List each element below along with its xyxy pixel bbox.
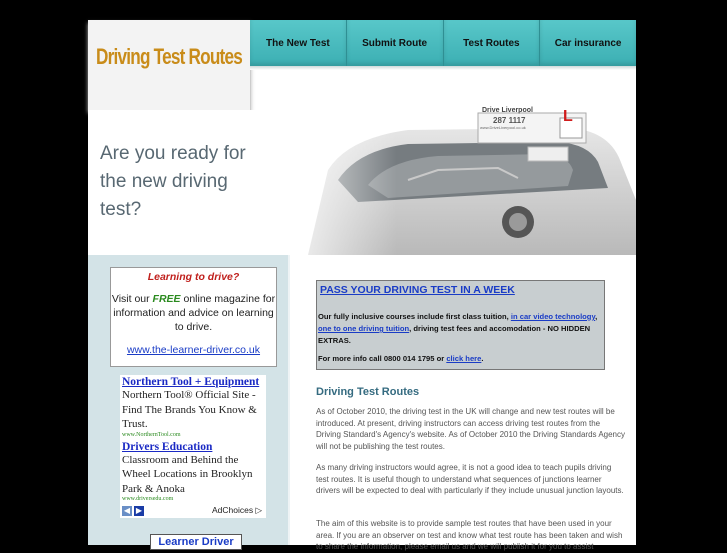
learn-post: online magazine for information and advice on learning to drive. bbox=[113, 293, 276, 333]
nav-the-new-test[interactable]: The New Test bbox=[250, 20, 347, 66]
learner-driver-banner[interactable]: Learner Driver bbox=[150, 534, 242, 550]
ad-prev-icon[interactable]: ◀ bbox=[123, 506, 131, 515]
nav-test-routes[interactable]: Test Routes bbox=[444, 20, 541, 66]
promo-box bbox=[316, 280, 605, 370]
learn-title: Learning to drive? bbox=[147, 271, 240, 283]
one-to-one-link[interactable]: one to one driving tuition bbox=[318, 324, 410, 333]
promo-text-3: , driving test fees and accomodation - NO HIDDEN EXTRAS. bbox=[318, 324, 591, 345]
ad-desc-2: Classroom and Behind the Wheel Locations in Brooklyn Park & Anoka bbox=[122, 453, 253, 495]
main-nav bbox=[250, 20, 636, 66]
l-plate-letter: L bbox=[563, 108, 573, 125]
left-sidebar bbox=[88, 255, 288, 548]
learner-magazine-box bbox=[110, 267, 277, 367]
click-here-link[interactable]: click here bbox=[446, 354, 482, 363]
promo-info bbox=[318, 354, 604, 363]
ad-title-2[interactable]: Drivers Education bbox=[122, 440, 213, 453]
hero-car-image bbox=[268, 110, 636, 255]
nav-car-insurance[interactable]: Car insurance bbox=[540, 20, 636, 66]
in-car-video-link[interactable]: in car video technology bbox=[510, 312, 596, 321]
adchoices-icon: ▷ bbox=[255, 505, 262, 515]
hero bbox=[88, 107, 636, 250]
promo-headline[interactable]: PASS YOUR DRIVING TEST IN A WEEK bbox=[320, 284, 515, 296]
roof-sign-name: Drive Liverpool bbox=[482, 107, 533, 114]
learner-driver-link[interactable]: www.the-learner-driver.co.uk bbox=[126, 344, 261, 356]
promo-info-text: For more info call 0800 014 1795 or bbox=[318, 354, 447, 363]
promo-body bbox=[318, 311, 604, 347]
logo-box[interactable] bbox=[88, 20, 251, 110]
promo-text-2: , bbox=[595, 312, 598, 321]
nav-submit-route[interactable]: Submit Route bbox=[347, 20, 444, 66]
ad-desc-1: Northern Tool® Official Site - Find The Brands You Know & Trust. bbox=[122, 389, 257, 430]
site-logo[interactable]: Driving Test Routes bbox=[96, 44, 243, 69]
ad-url-2[interactable]: www.driversedu.com bbox=[122, 496, 174, 502]
roof-sign-phone: 287 1117 bbox=[493, 116, 526, 125]
adchoices-label[interactable] bbox=[212, 505, 262, 516]
ad-box bbox=[120, 375, 266, 518]
paragraph-3: The aim of this website is to provide sample test routes that have been used in your area. If you are an observer on test and know what test route has been taken and wish to share the information, please email us and we will publish it for you to assist bbox=[316, 519, 623, 552]
roof-sign-url: www.DriveLiverpool.co.uk bbox=[480, 125, 526, 130]
main-content bbox=[290, 255, 636, 552]
ad-url-1[interactable]: www.NorthernTool.com bbox=[122, 431, 181, 438]
ad-footer bbox=[120, 504, 266, 518]
section-title: Driving Test Routes bbox=[316, 386, 420, 398]
learn-body bbox=[111, 292, 276, 334]
paragraph-1: As of October 2010, the driving test in the UK will change and new test routes will be introduced. At present, driving instructors can access driving test routes from the Driving Standard's Agency's website. As of October 2010 the Driving Standards Agency will not be publishing the test routes. bbox=[316, 407, 626, 451]
promo-info-end: . bbox=[481, 354, 484, 363]
hero-tagline: Are you ready for the new driving test? bbox=[100, 143, 246, 220]
adchoices-text: AdChoices bbox=[211, 505, 254, 515]
learn-pre: Visit our bbox=[111, 293, 153, 305]
page bbox=[88, 20, 636, 552]
ad-next-icon[interactable]: ▶ bbox=[135, 506, 143, 515]
ad-title-1[interactable]: Northern Tool + Equipment bbox=[122, 376, 260, 388]
promo-text-1: Our fully inclusive courses include first class tuition, bbox=[318, 312, 511, 321]
paragraph-2: As many driving instructors would agree, it is not a good idea to teach pupils driving test routes. It is useful though to understand what sequences of junctions learner drivers will be expected to deal with particularly if they include unusual junction layouts. bbox=[316, 463, 624, 496]
learn-free: FREE bbox=[152, 293, 181, 305]
nav-shadow bbox=[250, 66, 636, 70]
